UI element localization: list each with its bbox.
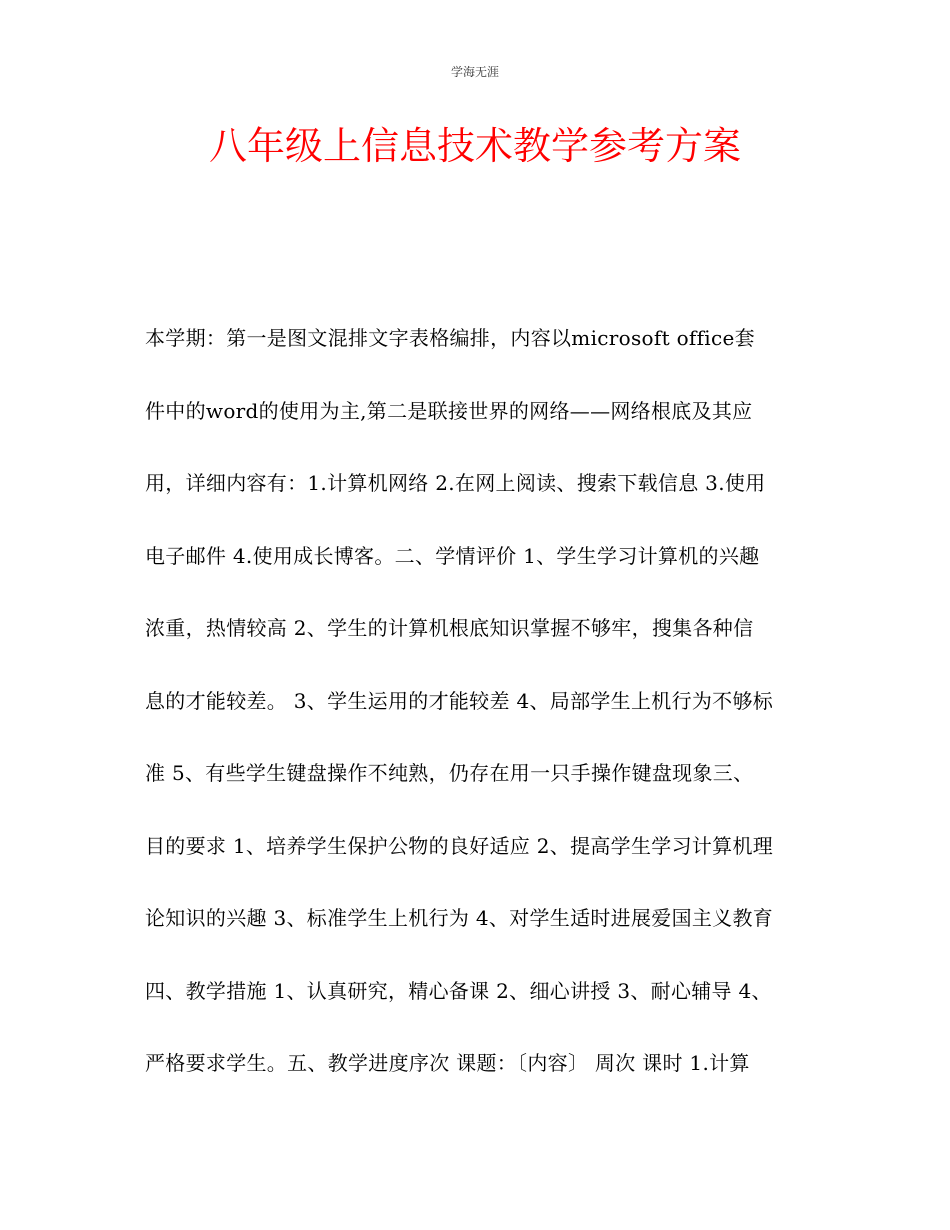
- body-line: 目的要求 1、培养学生保护公物的良好适应 2、提高学生学习计算机理: [145, 833, 774, 858]
- body-line: 用，详细内容有：1.计算机网络 2.在网上阅读、搜索下载信息 3.使用: [145, 471, 766, 495]
- body-line: 四、教学措施 1、认真研究，精心备课 2、细心讲授 3、耐心辅导 4、: [145, 978, 772, 1003]
- body-line: 准 5、有些学生键盘操作不纯熟，仍存在用一只手操作键盘现象三、: [145, 761, 754, 785]
- document-body: [145, 318, 815, 1116]
- body-line: 严格要求学生。五、教学进度序次 课题：〔内容〕 周次 课时 1.计算: [145, 1051, 750, 1075]
- document-title: 八年级上信息技术教学参考方案: [208, 124, 741, 168]
- body-line: 本学期：第一是图文混排文字表格编排，内容以microsoft office套: [145, 326, 755, 350]
- body-line: 论知识的兴趣 3、标准学生上机行为 4、对学生适时进展爱国主义教育: [145, 906, 774, 930]
- body-line: 浓重，热情较高 2、学生的计算机根底知识掌握不够牢，搜集各种信: [145, 616, 754, 640]
- page-header: 学海无涯: [450, 65, 499, 79]
- body-line: 件中的word的使用为主,第二是联接世界的网络——网络根底及其应: [145, 398, 753, 423]
- body-line: 息的才能较差。 3、学生运用的才能较差 4、局部学生上机行为不够标: [145, 688, 774, 713]
- body-line: 电子邮件 4.使用成长博客。二、学情评价 1、学生学习计算机的兴趣: [145, 543, 760, 568]
